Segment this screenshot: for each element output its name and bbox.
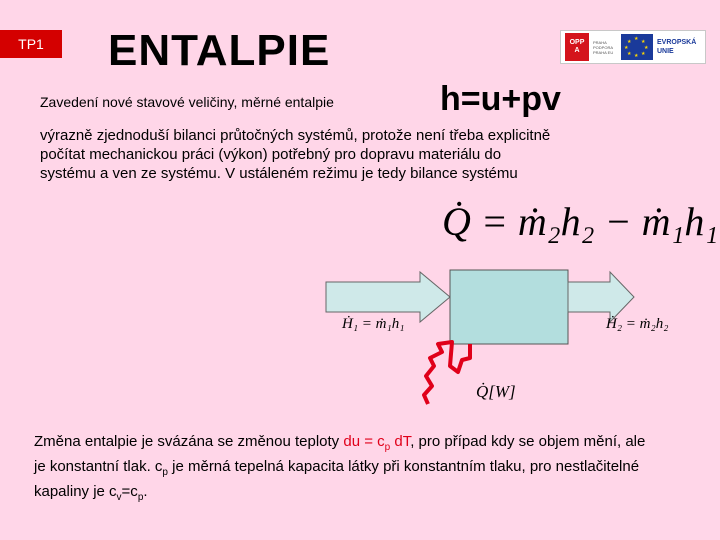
slide-tag: TP1	[0, 30, 62, 58]
paragraph-enthalpy-change	[34, 432, 654, 507]
p2-text-a: Změna entalpie je svázána se změnou teploty	[34, 433, 344, 450]
slide-title: ENTALPIE	[108, 26, 331, 75]
p2-text-c: je měrná tepelná kapacita látky při konstantním tlaku, pro nestlačitelné kapaliny je c	[34, 458, 640, 500]
intro-text: Zavedení nové stavové veličiny, měrné entalpie	[40, 94, 334, 110]
p2-sub-1: p	[162, 467, 168, 478]
eu-label-line2: UNIE	[657, 48, 674, 55]
balance-equation: Q̇ = ṁ₂h₂ − ṁ₁h₁	[442, 199, 719, 244]
p2-sub-2: v	[116, 492, 122, 503]
enthalpy-formula: h=u+pv	[440, 80, 561, 118]
system-box	[450, 270, 568, 344]
p2-red-a: du = c	[343, 433, 385, 450]
opp-logo-text: OPP	[569, 39, 585, 46]
p2-text-b: , pro případ kdy se objem mění, ale je konstantní tlak. c	[34, 433, 646, 475]
opp-logo-caption: PRAHA PODPORA PRAHA EU	[593, 39, 614, 55]
p2-text-e: .	[143, 483, 148, 500]
opp-logo-subtext: A	[574, 47, 580, 54]
eu-flag-icon: ★ ★ ★ ★ ★ ★ ★ ★	[621, 34, 653, 60]
p2-text-d: =c	[121, 483, 138, 500]
heat-wave-icon	[424, 342, 470, 404]
inflow-label: Ḣ₁ = ṁ₁h₁	[342, 316, 405, 332]
outflow-arrow	[568, 272, 634, 322]
p2-sub-3: p	[137, 492, 144, 503]
p2-red-b: dT	[390, 433, 411, 450]
inflow-arrow	[326, 272, 450, 322]
p2-red-sub: p	[384, 442, 391, 453]
outflow-label: Ḣ₂ = ṁ₂h₂	[606, 316, 669, 332]
heat-label: Q̇[W]	[476, 382, 516, 401]
eu-label-line1: EVROPSKÁ	[657, 39, 697, 46]
paragraph-flow-systems: výrazně zjednoduší bilanci průtočných systémů, protože není třeba explicitně počítat mechanickou práci (výkon) potřebný pro dopravu materiálu do systému a ven ze systému. V ustáleném režimu je tedy bilance systému	[40, 127, 551, 182]
